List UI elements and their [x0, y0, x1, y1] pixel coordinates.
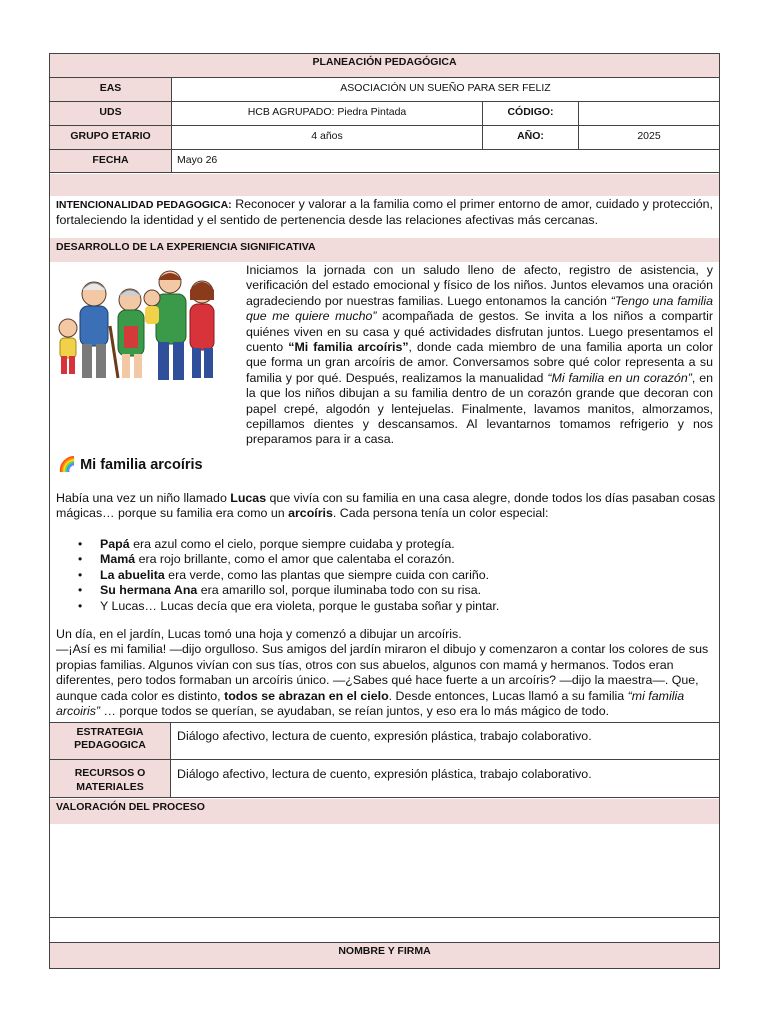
song-title: “Tengo una familia que me quiere mucho” [246, 293, 713, 324]
story-heading [58, 456, 203, 474]
desarrollo-text-top [246, 263, 713, 448]
uds-row [50, 102, 719, 126]
item-bold: Papá [100, 537, 130, 551]
list-item [50, 568, 710, 583]
item-text: era amarillo sol, porque iluminaba todo con su risa. [197, 583, 482, 598]
eas-label: EAS [50, 78, 171, 101]
desarrollo-label: DESARROLLO DE LA EXPERIENCIA SIGNIFICATIVA [56, 241, 316, 253]
intro-part-3: . Cada persona tenía un color especial: [332, 506, 549, 521]
grupo-row [50, 126, 719, 150]
anio-value: 2025 [578, 126, 719, 149]
intencionalidad-body: Reconocer y valorar a la familia como el primer entorno de amor, cuidado y protección, fortaleciendo la identidad y el sentido de pertenencia desde las relaciones afectivas más cercanas. [56, 197, 713, 228]
spacer-band [50, 174, 719, 196]
list-item [50, 599, 710, 614]
item-bold: La abuelita [100, 567, 165, 582]
codigo-label: CÓDIGO: [482, 102, 578, 125]
title-row [50, 54, 719, 78]
desarrollo-p3: , donde cada miembro de una familia aporta un color que forma un gran arcoíris de amor. Conversamos sobre qué color representa a su familia y por qué. Después, realizamos la manualidad [246, 340, 713, 385]
desarrollo-p4: , en la que los niños dibujan a su familia dentro de un corazón grande que decoran con papel crepé, algodón y lentejuelas. Finalmente, lavamos manitos, almorzamos, cepillamos dientes y descansamos. Al levantarnos tomamos refrigerio y nos preparamos para ir a casa. [246, 370, 714, 447]
intro-part-1: Había una vez un niño llamado [56, 491, 231, 505]
valoracion-header [50, 799, 719, 824]
list-item [50, 537, 710, 552]
estrategia-label-1: ESTRATEGIA [76, 726, 144, 738]
mother-figure [190, 281, 214, 378]
story-title-inline: “Mi familia arcoíris” [288, 340, 409, 355]
intro-part-2: que vivía con su familia en una casa alegre, donde todos los días pasaban cosas mágicas… porque su familia era como un [56, 491, 716, 521]
rainbow-icon: 🌈 [58, 457, 77, 473]
item-text: era azul como el cielo, porque siempre cuidaba y protegía. [129, 537, 455, 551]
ending-italic: “mi familia arcoiris” [56, 688, 685, 719]
intro-arcoiris: arcoíris [288, 506, 333, 521]
estrategia-value: Diálogo afectivo, lectura de cuento, expresión plástica, trabajo colaborativo. [170, 723, 719, 759]
recursos-row [50, 760, 719, 798]
family-illustration [52, 266, 238, 392]
desarrollo-p1: Iniciamos la jornada con un saludo lleno de afecto, registro de asistencia, y verificación del estado emocional y físico de los niños. Juntos elevamos una oración agradeciendo por nuestras familias. Luego entonamos la canción [246, 263, 713, 308]
desarrollo-p2: acompañada de gestos. Se invita a los niños a compartir quiénes viven en su casa y qué actividades disfrutan juntos. Luego presentamos el cuento [246, 309, 713, 355]
codigo-value [578, 102, 719, 125]
list-item [50, 552, 710, 567]
list-item [50, 583, 710, 598]
recursos-label [50, 760, 170, 797]
grandpa-figure [80, 282, 118, 378]
uds-label: UDS [50, 102, 171, 125]
valoracion-body [50, 824, 719, 918]
item-bold: Mamá [100, 552, 136, 567]
intencionalidad-label: INTENCIONALIDAD PEDAGOGICA: [56, 199, 232, 211]
color-list [50, 537, 710, 614]
intro-lucas: Lucas [230, 491, 267, 505]
estrategia-row [50, 722, 719, 760]
eas-value: ASOCIACIÓN UN SUEÑO PARA SER FELIZ [171, 78, 719, 101]
desarrollo-header [50, 238, 719, 262]
ending-bold: todos se abrazan en el cielo [224, 688, 389, 703]
eas-row [50, 78, 719, 102]
story-title: Mi familia arcoíris [80, 457, 203, 473]
child-figure [59, 319, 77, 374]
ending-paragraph [56, 642, 716, 719]
recursos-value: Diálogo afectivo, lectura de cuento, expresión plástica, trabajo colaborativo. [170, 760, 719, 797]
item-text: era rojo brillante, como el amor que calentaba el corazón. [135, 552, 455, 567]
page-title: PLANEACIÓN PEDAGÓGICA [312, 56, 457, 68]
item-text: Y Lucas… Lucas decía que era violeta, porque le gustaba soñar y pintar. [100, 598, 500, 613]
ending-line-1: Un día, en el jardín, Lucas tomó una hoja y comenzó a dibujar un arcoíris. [56, 627, 462, 641]
estrategia-label [50, 723, 170, 759]
recursos-label-2: MATERIALES [76, 781, 144, 793]
planning-form [49, 53, 720, 969]
item-bold: Su hermana Ana [100, 583, 198, 598]
valoracion-label: VALORACIÓN DEL PROCESO [56, 801, 205, 813]
fecha-row [50, 150, 719, 173]
story-ending [56, 627, 716, 719]
grupo-label: GRUPO ETARIO [50, 126, 171, 149]
item-text: era verde, como las plantas que siempre cuida con cariño. [164, 567, 490, 582]
craft-title: “Mi familia en un corazón” [547, 370, 692, 385]
intencionalidad-text [56, 197, 713, 229]
father-figure [144, 271, 186, 380]
grupo-value: 4 años [171, 126, 482, 149]
fecha-value: Mayo 26 [171, 150, 719, 172]
ending-part-4: … porque todos se querían, se ayudaban, se reían juntos, y eso era lo más mágico de todo. [100, 704, 610, 719]
estrategia-label-2: PEDAGOGICA [74, 739, 146, 751]
anio-label: AÑO: [482, 126, 578, 149]
ending-part-2: —¡Así es mi familia! —dijo orgulloso. Sus amigos del jardín miraron el dibujo y comenzaron a contar los colores de sus propias familias. Algunos vivían con sus tías, otros con sus abuelos, algunos con mamá y hermanos. Todos eran diferentes, pero todos formaban un arcoíris único. —¿Sabes qué hace fuerte a un arcoíris? —dijo la maestra—. Que, aunque cada color es distinto, [56, 642, 709, 703]
firma-label: NOMBRE Y FIRMA [338, 945, 431, 957]
firma-row [50, 942, 719, 968]
recursos-label-1: RECURSOS O [74, 767, 146, 779]
fecha-label: FECHA [50, 150, 171, 172]
uds-value: HCB AGRUPADO: Piedra Pintada [171, 102, 482, 125]
ending-part-3: . Desde entonces, Lucas llamó a su familia [388, 688, 628, 703]
story-intro [56, 491, 716, 522]
grandma-figure [118, 289, 144, 378]
